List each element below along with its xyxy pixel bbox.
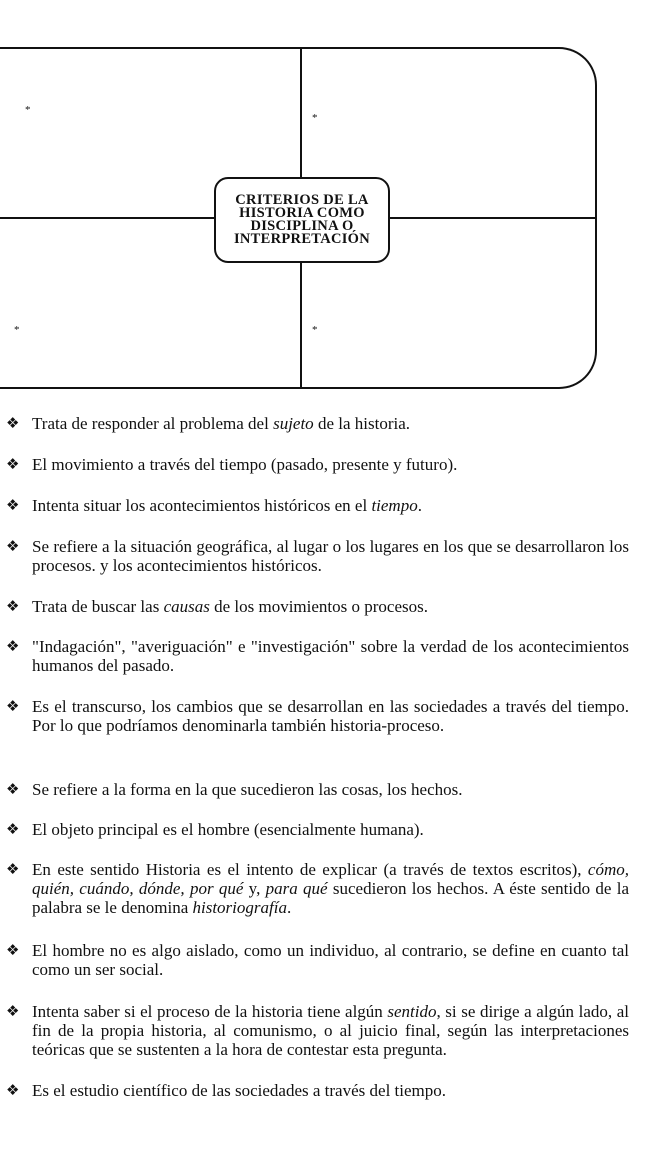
- criteria-item: El hombre no es algo aislado, como un individuo, al contrario, se define en cuanto tal como un ser social.: [32, 941, 629, 979]
- item-text: Trata de responder al problema del: [32, 414, 274, 433]
- emphasis-text: para qué: [265, 879, 328, 898]
- bullet-icon: ❖: [6, 597, 20, 615]
- placeholder-star-top-left: *: [25, 104, 31, 116]
- bullet-icon: ❖: [6, 1081, 20, 1099]
- item-text: Intenta situar los acontecimientos históricos en el: [32, 496, 372, 515]
- bullet-icon: ❖: [6, 780, 20, 798]
- placeholder-star-bottom-left: *: [14, 324, 20, 336]
- emphasis-text: cómo, quién, cuándo, dónde, por qué: [32, 860, 629, 898]
- item-text: , si se dirige a algún lado, al fin de la propia historia, al comunismo, o al juicio final, según las interpretaciones teóricas que se sustenten a la hora de contestar esta pregunta.: [32, 1002, 629, 1059]
- item-text: de la historia.: [313, 414, 410, 433]
- bullet-icon: ❖: [6, 414, 20, 432]
- placeholder-star-bottom-right: *: [312, 324, 318, 336]
- bullet-icon: ❖: [6, 496, 20, 514]
- emphasis-text: sentido: [387, 1002, 437, 1021]
- bullet-icon: ❖: [6, 455, 20, 473]
- emphasis-text: historiografía: [192, 898, 287, 917]
- item-text: Intenta saber si el proceso de la historia tiene algún: [32, 1002, 388, 1021]
- bullet-icon: ❖: [6, 697, 20, 715]
- bullet-icon: ❖: [6, 637, 20, 655]
- criteria-item: Es el estudio científico de las sociedades a través del tiempo.: [32, 1081, 447, 1100]
- criteria-item: El movimiento a través del tiempo (pasado, presente y futuro).: [32, 455, 458, 474]
- emphasis-text: tiempo: [371, 496, 418, 515]
- item-text: sucedieron los hechos. A éste sentido de la palabra se le denomina: [32, 879, 630, 917]
- item-text: y,: [243, 879, 266, 898]
- criteria-item: [32, 860, 629, 917]
- bullet-icon: ❖: [6, 820, 20, 838]
- criteria-item: El objeto principal es el hombre (esencialmente humana).: [32, 820, 424, 839]
- bullet-icon: ❖: [6, 1002, 20, 1020]
- criteria-item: Se refiere a la forma en la que sucedieron las cosas, los hechos.: [32, 780, 463, 799]
- emphasis-text: sujeto: [273, 414, 314, 433]
- bullet-icon: ❖: [6, 537, 20, 555]
- item-text: .: [417, 496, 422, 515]
- item-text: de los movimientos o procesos.: [209, 597, 428, 616]
- criteria-item: Se refiere a la situación geográfica, al lugar o los lugares en los que se desarrollaron los procesos. y los acontecimientos históricos.: [32, 537, 629, 575]
- bullet-icon: ❖: [6, 941, 20, 959]
- item-text: En este sentido Historia es el intento de explicar (a través de textos escritos),: [32, 860, 588, 879]
- item-text: Trata de buscar las: [32, 597, 164, 616]
- item-text: .: [286, 898, 292, 917]
- bullet-icon: ❖: [6, 860, 20, 878]
- criteria-item: [32, 597, 629, 616]
- criteria-item: [32, 414, 629, 433]
- diagram-center-title: CRITERIOS DE LA HISTORIA COMO DISCIPLINA O INTERPRETACIÓN: [233, 192, 371, 247]
- criteria-item: [32, 496, 629, 515]
- criteria-item: Es el transcurso, los cambios que se desarrollan en las sociedades a través del tiempo. Por lo que podríamos denominarla también historia-proceso.: [32, 697, 629, 735]
- criteria-item: "Indagación", "averiguación" e "investigación" sobre la verdad de los acontecimientos humanos del pasado.: [32, 637, 629, 675]
- placeholder-star-top-right: *: [312, 112, 318, 124]
- criteria-item: [32, 1002, 629, 1059]
- emphasis-text: causas: [163, 597, 210, 616]
